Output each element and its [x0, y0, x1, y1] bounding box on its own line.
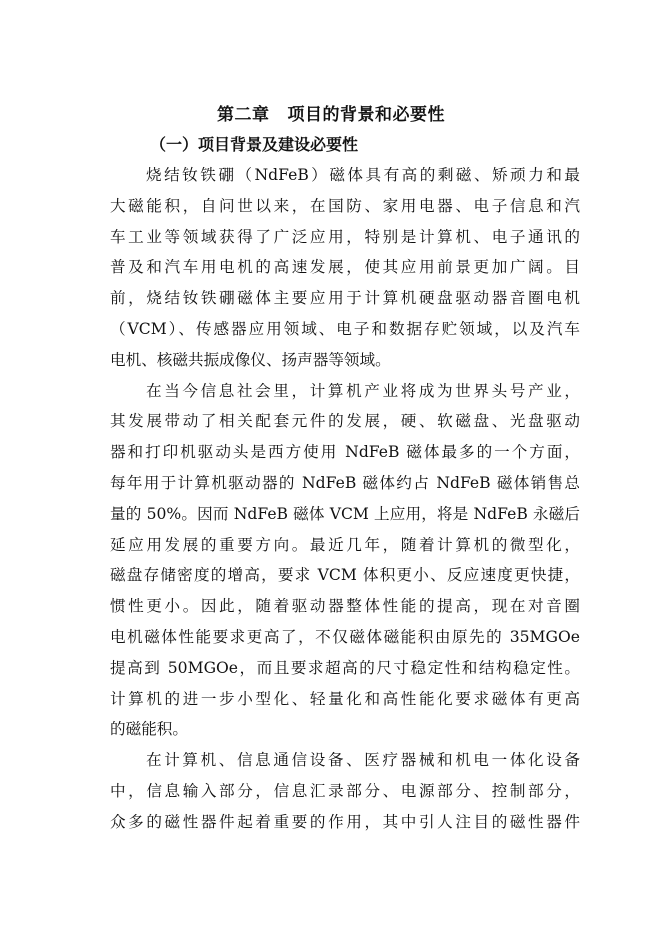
- paragraph-1-line-3: 车工业等领域获得了广泛应用，特别是计算机、电子通讯的: [110, 227, 580, 246]
- paragraph-2-line-3: 器和打印机驱动头是西方使用 NdFeB 磁体最多的一个方面，: [110, 443, 580, 462]
- paragraph-2-line-4: 每年用于计算机驱动器的 NdFeB 磁体约占 NdFeB 磁体销售总: [110, 473, 580, 492]
- paragraph-3-line-3: 众多的磁性器件起着重要的作用，其中引人注目的磁性器件: [110, 812, 580, 831]
- paragraph-2-line-2: 其发展带动了相关配套元件的发展，硬、软磁盘、光盘驱动: [110, 412, 580, 431]
- chapter-heading: [0, 100, 662, 125]
- paragraph-2-line-6: 延应用发展的重要方向。最近几年，随着计算机的微型化，: [110, 535, 580, 554]
- paragraph-2-line-11: 计算机的进一步小型化、轻量化和高性能化要求磁体有更高: [110, 689, 580, 708]
- paragraph-1-line-5: 前，烧结钕铁硼磁体主要应用于计算机硬盘驱动器音圈电机: [110, 289, 580, 308]
- paragraph-2-line-8: 惯性更小。因此，随着驱动器整体性能的提高，现在对音圈: [110, 597, 580, 616]
- paragraph-1-line-1: 烧结钕铁硼（NdFeB）磁体具有高的剩磁、矫顽力和最: [146, 166, 580, 184]
- paragraph-2-line-10: 提高到 50MGOe，而且要求超高的尺寸稳定性和结构稳定性。: [110, 658, 580, 677]
- paragraph-2-line-9: 电机磁体性能要求更高了，不仅磁体磁能积由原先的 35MGOe: [110, 627, 580, 646]
- paragraph-2-line-7: 磁盘存储密度的增高，要求 VCM 体积更小、反应速度更快捷，: [110, 566, 580, 585]
- paragraph-1-line-2: 大磁能积，自问世以来，在国防、家用电器、电子信息和汽: [110, 196, 580, 215]
- paragraph-2-line-12: 的磁能积。: [110, 720, 188, 739]
- section-heading: （一）项目背景及建设必要性: [150, 135, 359, 154]
- paragraph-1-line-6: （VCM）、传感器应用领域、电子和数据存贮领域，以及汽车: [110, 319, 580, 338]
- paragraph-2-line-1: 在当今信息社会里，计算机产业将成为世界头号产业，: [146, 381, 580, 400]
- paragraph-3-line-1: 在计算机、信息通信设备、医疗器械和机电一体化设备: [146, 751, 580, 770]
- chapter-title: 项目的背景和必要性: [287, 105, 445, 125]
- paragraph-2-line-5: 量的 50%。因而 NdFeB 磁体 VCM 上应用，将是 NdFeB 永磁后: [110, 504, 580, 523]
- chapter-number: 第二章: [217, 105, 270, 125]
- paragraph-3-line-2: 中，信息输入部分，信息汇录部分、电源部分、控制部分，: [110, 781, 580, 800]
- paragraph-1-line-7: 电机、核磁共振成像仪、扬声器等领域。: [110, 350, 391, 369]
- paragraph-1-line-4: 普及和汽车用电机的高速发展，使其应用前景更加广阔。目: [110, 258, 580, 277]
- body-text: [110, 160, 580, 838]
